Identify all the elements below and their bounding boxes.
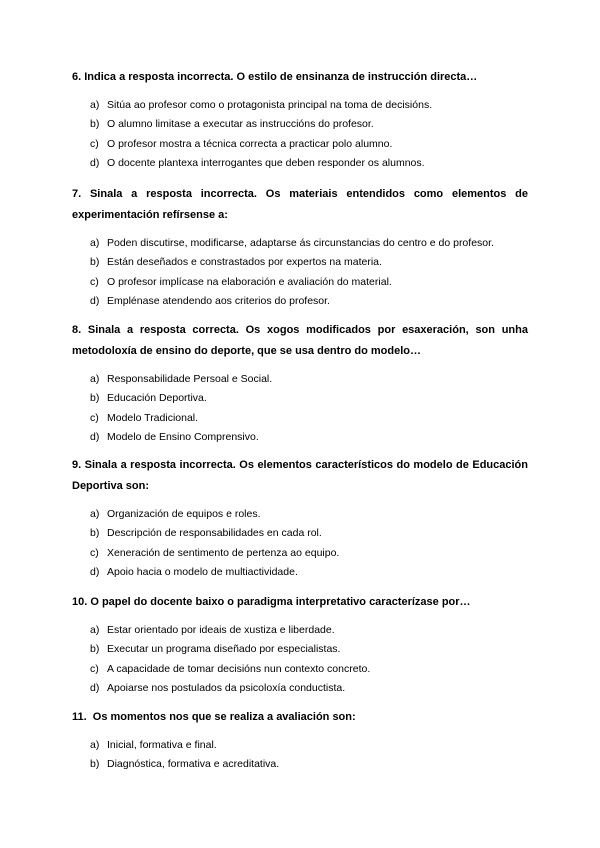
option-c: [72, 135, 528, 154]
option-d: [72, 428, 528, 447]
option-text: O alumno limitase a executar as instruccións do profesor.: [107, 118, 374, 131]
option-a: [72, 736, 528, 755]
question-11: [72, 707, 528, 775]
option-letter: c): [90, 546, 99, 559]
option-letter: c): [90, 275, 99, 288]
option-text: Están deseñados e constrastados por expertos na materia.: [107, 256, 382, 269]
option-letter: c): [90, 662, 99, 675]
option-c: [72, 273, 528, 292]
option-b: [72, 253, 528, 272]
option-a: [72, 96, 528, 115]
option-text: A capacidade de tomar decisións nun contexto concreto.: [107, 662, 371, 675]
options-list: [72, 96, 528, 173]
option-letter: c): [90, 137, 99, 150]
option-text: Inicial, formativa e final.: [107, 739, 217, 751]
option-text: Descripción de responsabilidades en cada rol.: [107, 527, 322, 540]
option-text: Responsabilidade Persoal e Social.: [107, 373, 273, 385]
question-text: 8. Sinala a resposta correcta. Os xogos modificados por esaxeración, son unha metodoloxía de ensino do deporte, que se usa dentro do modelo…: [72, 324, 528, 357]
option-b: [72, 755, 528, 774]
option-text: Estar orientado por ideais de xustiza e liberdade.: [107, 624, 335, 636]
option-letter: a): [90, 373, 100, 385]
option-c: [72, 660, 528, 679]
question-text: 10. O papel do docente baixo o paradigma interpretativo caracterízase por…: [72, 596, 471, 608]
option-text: Modelo Tradicional.: [107, 411, 199, 424]
option-letter: a): [90, 237, 100, 249]
option-text: Diagnóstica, formativa e acreditativa.: [107, 758, 280, 771]
option-text: O profesor implícase na elaboración e avaliación do material.: [107, 275, 392, 288]
option-letter: b): [90, 758, 100, 771]
option-letter: d): [90, 156, 100, 169]
options-list: [72, 370, 528, 447]
question-10: [72, 592, 528, 698]
option-d: [72, 154, 528, 173]
question-6: [72, 67, 528, 173]
option-letter: a): [90, 99, 100, 111]
option-letter: d): [90, 681, 100, 694]
option-text: Xeneración de sentimento de pertenza ao equipo.: [107, 546, 340, 559]
option-c: [72, 544, 528, 563]
option-a: [72, 505, 528, 524]
option-letter: b): [90, 527, 100, 540]
question-text: 6. Indica a resposta incorrecta. O estilo de ensinanza de instrucción directa…: [72, 71, 478, 83]
options-list: [72, 234, 528, 311]
option-b: [72, 389, 528, 408]
option-text: Executar un programa diseñado por especialistas.: [107, 643, 341, 656]
question-text: 11. Os momentos nos que se realiza a avaliación son:: [72, 711, 356, 723]
option-b: [72, 640, 528, 659]
option-text: Modelo de Ensino Comprensivo.: [107, 430, 259, 443]
option-letter: b): [90, 392, 100, 405]
option-text: Poden discutirse, modificarse, adaptarse ás circunstancias do centro e do profesor.: [107, 237, 494, 249]
option-text: Emplénase atendendo aos criterios do profesor.: [107, 294, 330, 307]
question-text: 9. Sinala a resposta incorrecta. Os elementos característicos do modelo de Educación Deportiva son:: [72, 459, 528, 492]
option-a: [72, 370, 528, 389]
options-list: [72, 505, 528, 582]
options-list: [72, 621, 528, 698]
option-letter: a): [90, 739, 100, 751]
option-d: [72, 679, 528, 698]
option-b: [72, 524, 528, 543]
option-text: O docente plantexa interrogantes que deben responder os alumnos.: [107, 156, 425, 169]
option-letter: b): [90, 256, 100, 269]
option-letter: b): [90, 643, 100, 656]
option-a: [72, 234, 528, 253]
question-9: [72, 455, 528, 582]
option-letter: d): [90, 294, 100, 307]
option-letter: d): [90, 430, 100, 443]
option-d: [72, 292, 528, 311]
option-letter: d): [90, 565, 100, 578]
option-a: [72, 621, 528, 640]
option-text: Educación Deportiva.: [107, 392, 207, 405]
option-text: Sitúa ao profesor como o protagonista principal na toma de decisións.: [107, 99, 433, 111]
option-letter: c): [90, 411, 99, 424]
option-d: [72, 563, 528, 582]
option-b: [72, 115, 528, 134]
option-letter: a): [90, 508, 100, 520]
options-list: [72, 736, 528, 775]
option-letter: a): [90, 624, 100, 636]
option-letter: b): [90, 118, 100, 131]
option-text: Organización de equipos e roles.: [107, 508, 261, 520]
option-c: [72, 409, 528, 428]
question-7: [72, 184, 528, 311]
option-text: O profesor mostra a técnica correcta a practicar polo alumno.: [107, 137, 393, 150]
option-text: Apoiarse nos postulados da psicoloxía conductista.: [107, 681, 346, 694]
question-8: [72, 320, 528, 447]
question-text: 7. Sinala a resposta incorrecta. Os materiais entendidos como elementos de experimentación refírsense a:: [72, 188, 528, 221]
option-text: Apoio hacia o modelo de multiactividade.: [107, 565, 298, 578]
